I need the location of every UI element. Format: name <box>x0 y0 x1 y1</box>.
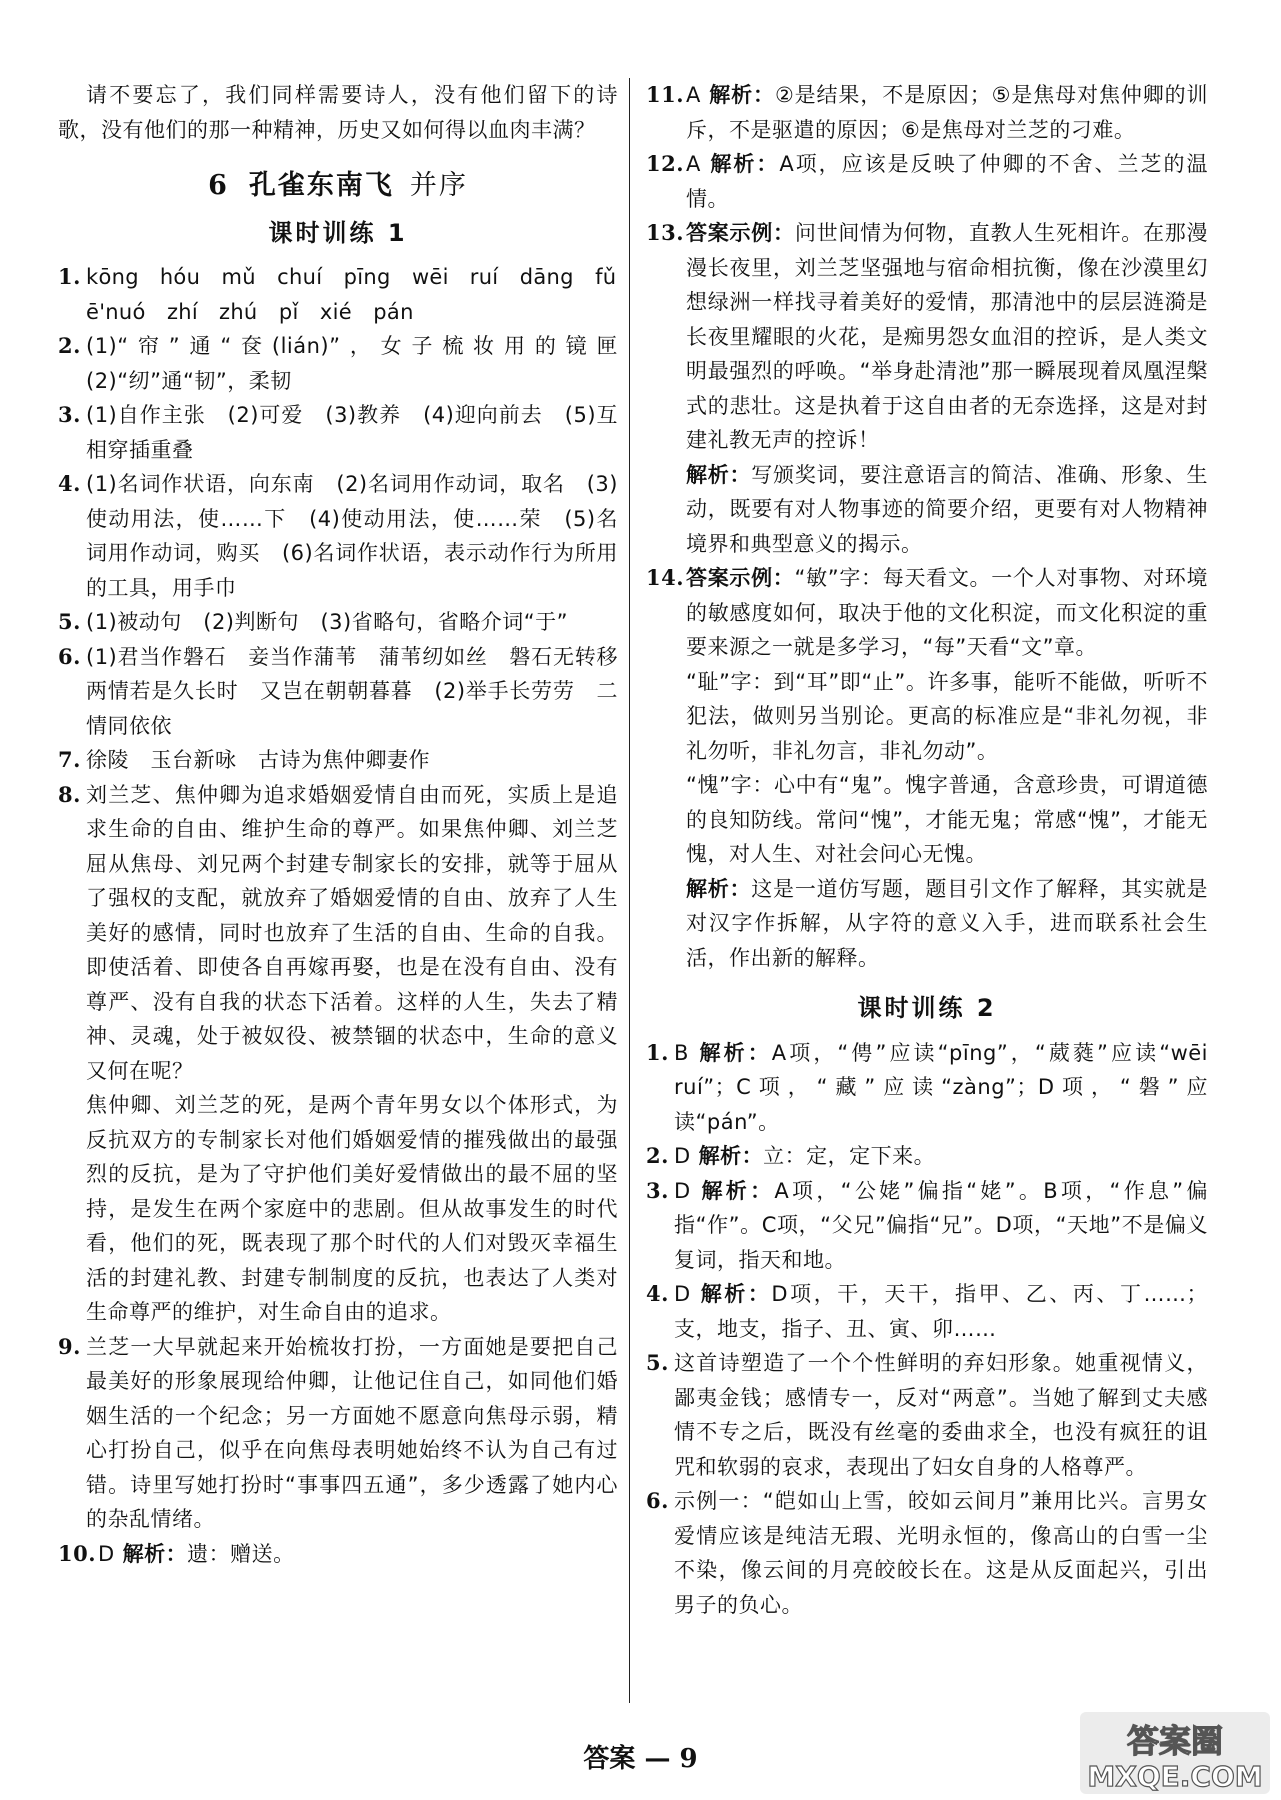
answer-text: 焦仲卿、刘兰芝的死，是两个青年男女以个体形式，为反抗双方的专制家长对他们婚姻爱情的摧残做出的最强烈的反抗，是为了守护他们美好爱情做出的最不屈的坚持，是发生在两个家庭中的悲剧。但从故事发生的时代看，他们的死，既表现了那个时代的人们对毁灭幸福生活的封建礼教、封建专制制度的反抗，也表达了人类对生命尊严的维护，对生命自由的追求。 <box>86 1093 618 1324</box>
question-11 <box>646 78 1208 147</box>
lesson-name: 孔雀东南飞 <box>248 170 394 201</box>
question-number: 8. <box>58 781 81 807</box>
analysis-label: 解析： <box>698 1282 772 1306</box>
analysis-label: 解析： <box>708 83 775 107</box>
analysis-label: 解析： <box>686 876 752 901</box>
question-2 <box>58 329 640 398</box>
question-7 <box>58 743 618 778</box>
answer-paragraph-3: “愧”字：心中有“鬼”。愧字普通，含意珍贵，可谓道德的良知防线。常问“愧”，才能无鬼；常感“愧”，才能无愧，对人生、对社会问心无愧。 <box>686 773 1208 866</box>
question-13 <box>646 216 1208 561</box>
lesson-title <box>58 169 618 204</box>
question-number: 11. <box>646 82 685 107</box>
answer-example-label: 答案示例： <box>686 221 795 245</box>
question-4 <box>58 467 618 605</box>
analysis-text: A项，“俜”应读“pīng”，“葳蕤”应读“wēi ruí”；C项，“藏”应读“zàng”；D项，“磐”应读“pán”。 <box>674 1040 1209 1134</box>
watermark-logo <box>1080 1712 1270 1794</box>
answer-letter: B <box>674 1040 689 1065</box>
question-number: 4. <box>58 471 81 496</box>
question-2-3 <box>646 1174 1208 1278</box>
question-number: 6. <box>58 643 81 669</box>
question-number: 13. <box>646 220 685 245</box>
question-number: 1. <box>58 264 81 289</box>
answer-text: 兰芝一大早就起来开始梳妆打扮，一方面她是要把自己最美好的形象展现给仲卿，让他记住自己，如同他们婚姻生活的一个纪念；另一方面她不愿意向焦母示弱，精心打扮自己，似乎在向焦母表明她始终不认为自己有过错。诗里写她打扮时“事事四五通”，多少透露了她内心的杂乱情绪。 <box>86 1334 618 1531</box>
answer-text: (1)名词作状语，向东南 (2)名词用作动词，取名 (3)使动用法，使……下 (4)使动用法，使……荣 (5)名词用作动词，购买 (6)名词作状语，表示动作行为所用的工具，用手巾 <box>86 472 618 600</box>
question-number: 3. <box>58 402 81 427</box>
question-2-4 <box>646 1277 1208 1346</box>
question-10 <box>58 1537 618 1572</box>
answer-text: (1)自作主张 (2)可爱 (3)教养 (4)迎向前去 (5)互相穿插重叠 <box>86 403 618 462</box>
question-9 <box>58 1330 618 1537</box>
question-1 <box>58 260 618 329</box>
question-number: 7. <box>58 747 81 772</box>
answer-example-label: 答案示例： <box>686 566 795 590</box>
answer-text: (1)“帘”通“奁(lián)”，女子梳妆用的镜匣 (2)“纫”通“韧”，柔韧 <box>86 334 640 393</box>
analysis-text: 这是一道仿写题，题目引文作了解释，其实就是对汉字作拆解，从字符的意义入手，进而联系社会生活，作出新的解释。 <box>686 876 1209 970</box>
answer-text: 问世间情为何物，直教人生死相许。在那漫漫长夜里，刘兰芝坚强地与宿命相抗衡，像在沙漠里幻想绿洲一样找寻着美好的爱情，那清池中的层层涟漪是长夜里耀眼的火花，是痴男怨女血泪的控诉，是人类文明最强烈的呼唤。“举身赴清池”那一瞬展现着凤凰涅槃式的悲壮。这是执着于这自由者的无奈选择，这是对封建礼教无声的控诉！ <box>686 221 1209 452</box>
watermark-top-text: 答案圈 <box>1126 1722 1224 1760</box>
analysis-label: 解析： <box>122 1541 188 1566</box>
question-2-6 <box>646 1484 1208 1622</box>
analysis-label: 解析： <box>696 1040 772 1065</box>
pinyin-line-2: ē'nuó zhí zhú pǐ xié pán <box>86 299 414 324</box>
answer-letter: A <box>686 152 701 176</box>
answer-letter: A <box>686 83 701 107</box>
question-12 <box>646 147 1208 216</box>
question-number: 14. <box>646 565 685 590</box>
left-column <box>58 78 640 1571</box>
analysis-label: 解析： <box>698 1144 764 1168</box>
section-title-2: 课时训练 2 <box>857 994 997 1022</box>
analysis-label: 解析： <box>708 152 780 176</box>
answer-letter: D <box>674 1144 691 1168</box>
question-number: 6. <box>646 1488 669 1513</box>
analysis <box>686 872 1208 976</box>
intro-paragraph: 请不要忘了，我们同样需要诗人，没有他们留下的诗歌，没有他们的那一种精神，历史又如何得以血肉丰满？ <box>58 83 618 142</box>
answer-text: 这首诗塑造了一个个性鲜明的弃妇形象。她重视情义，鄙夷金钱；感情专一，反对“两意”。当她了解到丈夫感情不专之后，既没有丝毫的委曲求全，也没有疯狂的诅咒和软弱的哀求，表现出了妇女自身的人格尊严。 <box>674 1351 1208 1479</box>
answer-text: “敏”字：每天看文。一个人对事物、对环境的敏感度如何，取决于他的文化积淀，而文化积淀的重要来源之一就是多学习，“每”天看“文”章。 <box>686 566 1209 659</box>
answer-text: (1)被动句 (2)判断句 (3)省略句，省略介词“于” <box>86 610 568 634</box>
answer-text: (1)君当作磐石 妾当作蒲苇 蒲苇纫如丝 磐石无转移 两情若是久长时 又岂在朝朝暮暮 (2)举手长劳劳 二情同依依 <box>86 644 640 738</box>
analysis-text: 立：定，定下来。 <box>763 1144 936 1168</box>
question-number: 5. <box>646 1350 669 1375</box>
analysis-text: 写颁奖词，要注意语言的简洁、准确、形象、生动，既要有对人物事迹的简要介绍，更要有对人物精神境界和典型意义的揭示。 <box>686 462 1209 556</box>
answer-letter: D <box>98 1541 115 1566</box>
question-2-5 <box>646 1346 1208 1484</box>
section-title-1: 课时训练 1 <box>268 218 408 247</box>
lesson-suffix: 并序 <box>409 170 468 201</box>
analysis-label: 解析： <box>686 462 752 487</box>
analysis-text: ②是结果，不是原因；⑤是焦母对焦仲卿的训斥，不是驱遣的原因；⑥是焦母对兰芝的刁难。 <box>686 83 1208 142</box>
analysis <box>686 458 1208 562</box>
question-number: 4. <box>646 1281 669 1306</box>
question-number: 1. <box>646 1039 669 1065</box>
question-number: 5. <box>58 609 81 634</box>
analysis-text: A项，应该是反映了仲卿的不舍、兰芝的温情。 <box>686 152 1209 211</box>
watermark-bottom-text: MXQE.COM <box>1087 1760 1263 1793</box>
analysis-text: 遗：赠送。 <box>187 1541 295 1566</box>
pinyin-line-1: kōng hóu mǔ chuí pīng wēi ruí dāng fǔ <box>86 265 617 289</box>
page-footer: 答案 — 9 <box>583 1744 698 1774</box>
question-number: 12. <box>646 151 685 176</box>
answer-text: 刘兰芝、焦仲卿为追求婚姻爱情自由而死，实质上是追求生命的自由、维护生命的尊严。如果焦仲卿、刘兰芝屈从焦母、刘兄两个封建专制家长的安排，就等于屈从了强权的支配，就放弃了婚姻爱情的自由、放弃了人生美好的感情，同时也放弃了生活的自由、生命的自我。即使活着、即使各自再嫁再娶，也是在没有自由、没有尊严、没有自我的状态下活着。这样的人生，失去了精神、灵魂，处于被奴役、被禁锢的状态中，生命的意义又何在呢？ <box>86 782 618 1083</box>
answer-letter: D <box>674 1282 691 1306</box>
question-number: 2. <box>646 1143 669 1168</box>
question-8-continued <box>58 1088 618 1330</box>
right-column <box>646 78 1208 1622</box>
analysis-text: A项，“公姥”偏指“姥”。B项，“作息”偏指“作”。C项，“父兄”偏指“兄”。D项，“天地”不是偏义复词，指天和地。 <box>674 1178 1208 1272</box>
analysis-label: 解析： <box>698 1178 775 1203</box>
column-divider <box>629 78 630 1703</box>
analysis-text: D项，干，天干，指甲、乙、丙、丁……；支，地支，指子、丑、寅、卯…… <box>674 1282 1209 1341</box>
question-2-1 <box>646 1036 1208 1140</box>
lesson-number: 6 <box>208 170 229 201</box>
question-number: 9. <box>58 1333 81 1359</box>
answer-letter: D <box>674 1178 691 1203</box>
question-number: 3. <box>646 1177 669 1203</box>
watermark-logo-graphic <box>1080 1712 1270 1794</box>
question-number: 10. <box>58 1540 97 1566</box>
answer-text: 示例一：“皑如山上雪，皎如云间月”兼用比兴。言男女爱情应该是纯洁无瑕、光明永恒的，像高山的白雪一尘不染，像云间的月亮皎皎长在。这是从反面起兴，引出男子的负心。 <box>674 1489 1208 1617</box>
question-14 <box>646 561 1208 975</box>
question-3 <box>58 398 618 467</box>
question-number: 2. <box>58 333 81 358</box>
answer-text: 徐陵 玉台新咏 古诗为焦仲卿妻作 <box>86 748 430 772</box>
answer-paragraph-2: “耻”字：到“耳”即“止”。许多事，能听不能做，听听不犯法，做则另当别论。更高的标准应是“非礼勿视，非礼勿听，非礼勿言，非礼勿动”。 <box>686 669 1208 763</box>
question-6 <box>58 640 640 744</box>
question-5 <box>58 605 618 640</box>
question-2-2 <box>646 1139 1208 1174</box>
question-8 <box>58 778 618 1089</box>
